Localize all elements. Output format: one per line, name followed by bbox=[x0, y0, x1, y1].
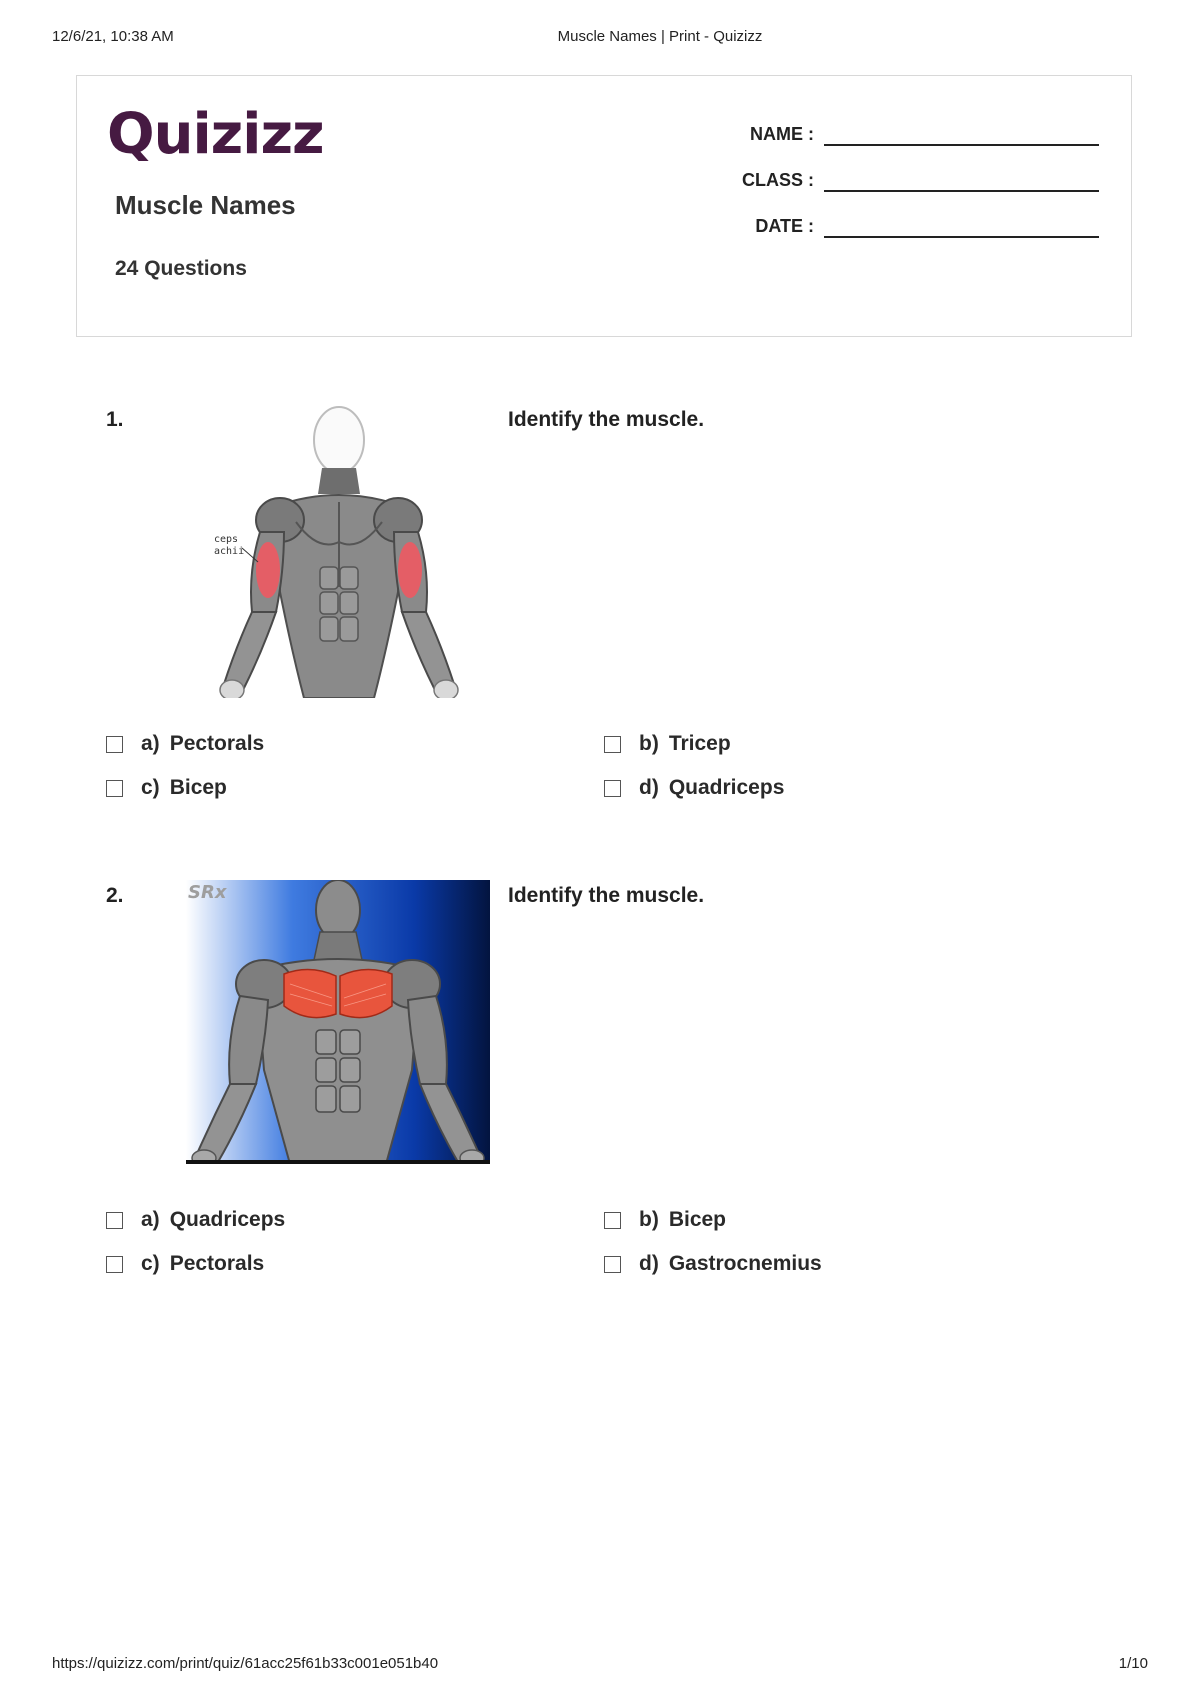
name-field bbox=[709, 124, 1099, 170]
pectorals-diagram-image bbox=[186, 880, 490, 1164]
checkbox-icon[interactable] bbox=[604, 1256, 621, 1273]
checkbox-icon[interactable] bbox=[106, 1256, 123, 1273]
option-letter: a) bbox=[141, 732, 160, 755]
option-letter: a) bbox=[141, 1208, 160, 1231]
checkbox-icon[interactable] bbox=[604, 736, 621, 753]
option-label: Quadriceps bbox=[169, 1208, 286, 1231]
name-label: NAME : bbox=[750, 124, 814, 144]
checkbox-icon[interactable] bbox=[106, 780, 123, 797]
option-letter: b) bbox=[639, 1208, 659, 1231]
class-label: CLASS : bbox=[742, 170, 814, 190]
student-info-fields bbox=[709, 124, 1099, 262]
name-line bbox=[824, 144, 1099, 146]
option-a[interactable] bbox=[106, 1207, 285, 1233]
print-page-title: Muscle Names | Print - Quizizz bbox=[557, 28, 763, 45]
question-number: 1. bbox=[106, 408, 124, 431]
logo-text: Quizizz bbox=[107, 102, 324, 167]
question-1 bbox=[76, 408, 1132, 808]
quiz-header-card bbox=[76, 75, 1132, 337]
image-watermark: SRx bbox=[188, 882, 227, 903]
option-label: Tricep bbox=[668, 732, 731, 755]
option-c[interactable] bbox=[106, 775, 227, 801]
print-header bbox=[52, 28, 1148, 48]
option-letter: b) bbox=[639, 732, 659, 755]
biceps-diagram-image bbox=[214, 402, 464, 698]
date-field bbox=[709, 216, 1099, 262]
quizizz-logo bbox=[107, 104, 324, 166]
class-field bbox=[709, 170, 1099, 216]
question-number: 2. bbox=[106, 884, 124, 907]
print-timestamp: 12/6/21, 10:38 AM bbox=[52, 28, 174, 45]
option-label: Quadriceps bbox=[668, 776, 785, 799]
option-letter: c) bbox=[141, 1252, 160, 1275]
option-label: Bicep bbox=[169, 776, 227, 799]
print-url: https://quizizz.com/print/quiz/61acc25f61b33c001e051b40 bbox=[52, 1655, 439, 1672]
question-2 bbox=[76, 884, 1132, 1284]
option-letter: c) bbox=[141, 776, 160, 799]
checkbox-icon[interactable] bbox=[106, 1212, 123, 1229]
checkbox-icon[interactable] bbox=[106, 736, 123, 753]
question-text: Identify the muscle. bbox=[508, 884, 705, 907]
option-label: Bicep bbox=[668, 1208, 727, 1231]
image-caption-line-2: achii bbox=[214, 546, 245, 557]
option-c[interactable] bbox=[106, 1251, 264, 1277]
checkbox-icon[interactable] bbox=[604, 1212, 621, 1229]
option-letter: d) bbox=[639, 776, 659, 799]
date-line bbox=[824, 236, 1099, 238]
date-label: DATE : bbox=[755, 216, 814, 236]
option-label: Pectorals bbox=[169, 1252, 265, 1275]
question-text: Identify the muscle. bbox=[508, 408, 705, 431]
option-b[interactable] bbox=[604, 1207, 726, 1233]
image-caption-line-1: ceps bbox=[214, 534, 239, 545]
option-d[interactable] bbox=[604, 775, 784, 801]
print-footer bbox=[52, 1655, 1148, 1675]
checkbox-icon[interactable] bbox=[604, 780, 621, 797]
option-label: Pectorals bbox=[169, 732, 265, 755]
option-a[interactable] bbox=[106, 731, 264, 757]
quiz-title: Muscle Names bbox=[115, 190, 296, 220]
option-d[interactable] bbox=[604, 1251, 822, 1277]
option-label: Gastrocnemius bbox=[668, 1252, 822, 1275]
page-number: 1/10 bbox=[1118, 1655, 1148, 1672]
option-b[interactable] bbox=[604, 731, 731, 757]
option-letter: d) bbox=[639, 1252, 659, 1275]
question-count: 24 Questions bbox=[115, 257, 247, 280]
class-line bbox=[824, 190, 1099, 192]
